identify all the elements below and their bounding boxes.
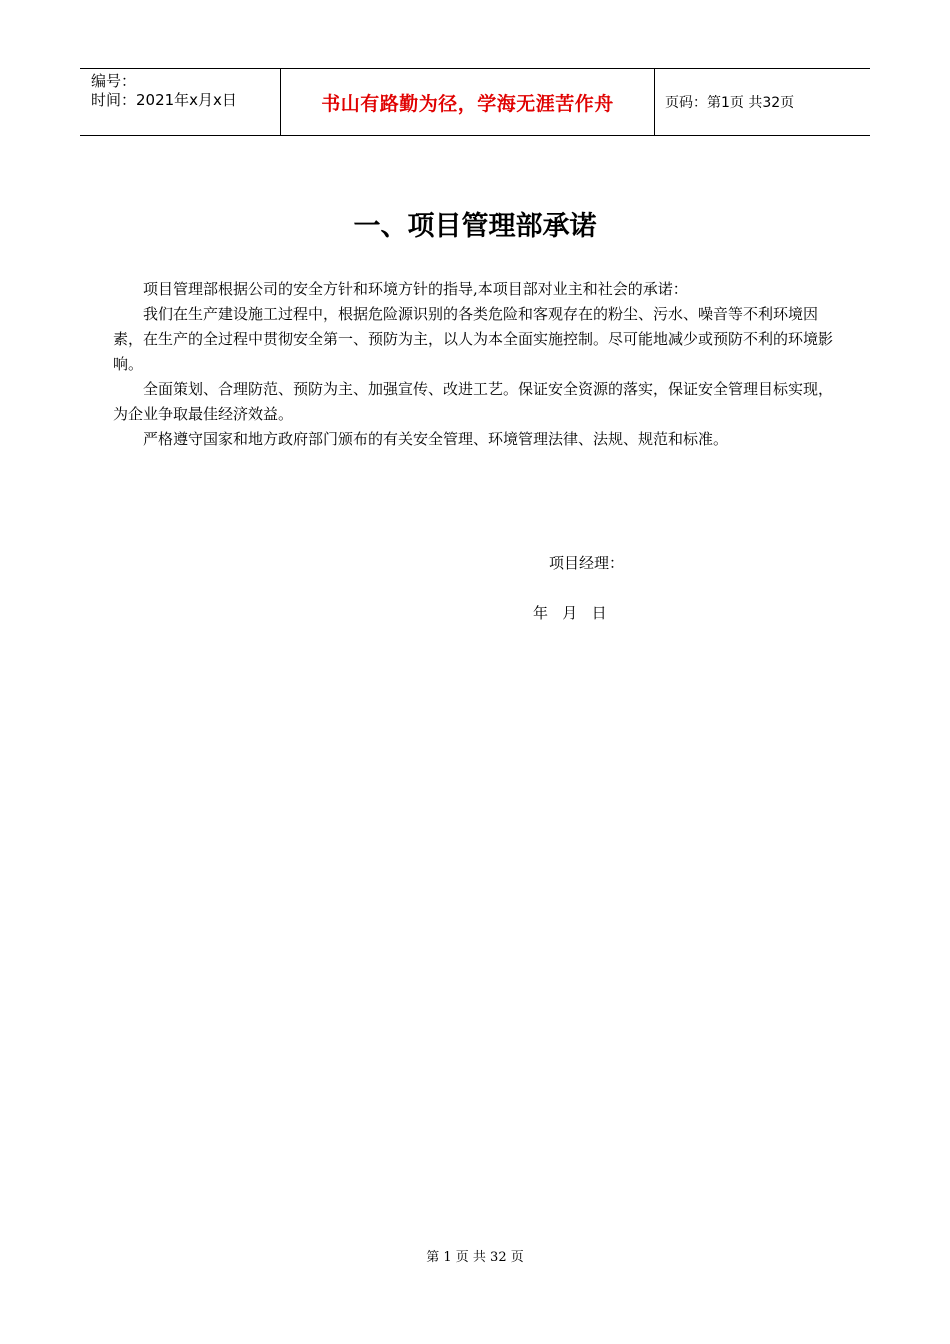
signature-date: 年 月 日 (533, 604, 607, 622)
header-meta-cell (80, 69, 281, 135)
serial-number-label: 编号： (91, 72, 137, 90)
paragraph: 我们在生产建设施工过程中，根据危险源识别的各类危险和客观存在的粉尘、污水、噪音等不利环境因素，在生产的全过程中贯彻安全第一、预防为主，以人为本全面实施控制。尽可能地减少或预防不利的环境影响。 (113, 305, 834, 373)
header-page-info: 页码：第1页 共32页 (665, 95, 795, 111)
project-manager-label: 项目经理： (549, 554, 625, 572)
date-label: 时间：2021年x月x日 (91, 91, 237, 109)
paragraph: 项目管理部根据公司的安全方针和环境方针的指导,本项目部对业主和社会的承诺： (143, 280, 688, 298)
page-footer: 第 1 页 共 32 页 (426, 1250, 524, 1265)
header-motto-cell (281, 69, 655, 135)
header-page-cell (655, 69, 870, 135)
paragraph: 严格遵守国家和地方政府部门颁布的有关安全管理、环境管理法律、法规、规范和标准。 (143, 430, 729, 448)
body-text (113, 277, 838, 452)
paragraph: 全面策划、合理防范、预防为主、加强宣传、改进工艺。保证安全资源的落实，保证安全管理目标实现，为企业争取最佳经济效益。 (113, 380, 834, 423)
page-title: 一、项目管理部承诺 (353, 211, 597, 242)
header-motto: 书山有路勤为径，学海无涯苦作舟 (321, 92, 614, 115)
document-header (80, 68, 870, 136)
